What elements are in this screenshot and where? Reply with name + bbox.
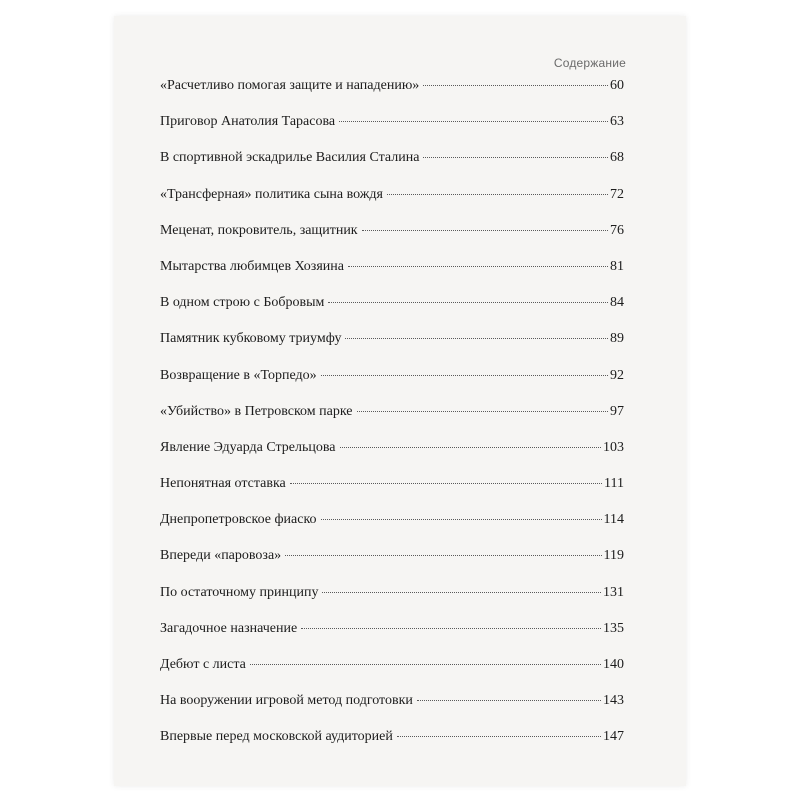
table-of-contents — [160, 78, 624, 766]
dot-leader — [250, 664, 601, 665]
toc-entry-page: 97 — [610, 403, 624, 419]
toc-entry — [160, 187, 624, 223]
toc-entry-page: 84 — [610, 295, 624, 311]
toc-entry-page: 89 — [610, 331, 624, 347]
toc-entry-title: «Трансферная» политика сына вождя — [160, 186, 383, 202]
dot-leader — [345, 338, 608, 339]
dot-leader — [417, 700, 601, 701]
toc-entry — [160, 150, 624, 186]
toc-entry-page: 63 — [610, 114, 624, 130]
toc-entry-page: 72 — [610, 186, 624, 202]
toc-entry-page: 60 — [610, 78, 624, 93]
toc-entry-page: 92 — [610, 367, 624, 383]
running-head: Содержание — [553, 56, 626, 70]
toc-entry-page: 81 — [610, 258, 624, 274]
toc-entry — [160, 440, 624, 476]
toc-entry-title: «Убийство» в Петровском парке — [160, 403, 353, 419]
dot-leader — [301, 628, 601, 629]
toc-entry-page: 111 — [604, 476, 624, 492]
toc-entry-title: По остаточному принципу — [160, 584, 319, 600]
toc-entry-page: 76 — [610, 222, 624, 238]
toc-entry-title: В одном строю с Бобровым — [160, 295, 325, 311]
toc-entry — [160, 585, 624, 621]
book-page — [114, 16, 686, 786]
toc-entry-title: Дебют с листа — [160, 657, 246, 672]
toc-entry — [160, 404, 624, 440]
toc-entry-title: Приговор Анатолия Тарасова — [160, 114, 336, 130]
toc-entry-title: Явление Эдуарда Стрельцова — [160, 439, 336, 455]
toc-entry — [160, 729, 624, 765]
dot-leader — [362, 230, 608, 231]
dot-leader — [423, 85, 608, 86]
toc-entry — [160, 223, 624, 259]
toc-entry-page: 147 — [603, 729, 624, 745]
toc-entry — [160, 657, 624, 693]
toc-entry-title: Мытарства любимцев Хозяина — [160, 258, 344, 274]
toc-entry-page: 114 — [603, 512, 624, 528]
toc-entry — [160, 368, 624, 404]
toc-entry-page: 143 — [603, 693, 624, 709]
toc-entry-title: Памятник кубковому триумфу — [160, 331, 342, 347]
toc-entry — [160, 331, 624, 367]
toc-entry — [160, 259, 624, 295]
toc-entry-title: Непонятная отставка — [160, 476, 286, 492]
toc-entry-page: 140 — [603, 657, 624, 672]
dot-leader — [328, 302, 608, 303]
toc-entry-title: Днепропетровское фиаско — [160, 512, 317, 528]
dot-leader — [397, 736, 601, 737]
toc-entry-title: Меценат, покровитель, защитник — [160, 222, 358, 238]
dot-leader — [290, 483, 602, 484]
dot-leader — [348, 266, 608, 267]
dot-leader — [387, 194, 608, 195]
toc-entry — [160, 114, 624, 150]
toc-entry-title: Возвращение в «Торпедо» — [160, 367, 317, 383]
toc-entry — [160, 548, 624, 584]
toc-entry — [160, 512, 624, 548]
toc-entry — [160, 476, 624, 512]
toc-entry-title: На вооружении игровой метод подготовки — [160, 693, 413, 709]
toc-entry — [160, 78, 624, 114]
toc-entry — [160, 621, 624, 657]
toc-entry-title: «Расчетливо помогая защите и нападению» — [160, 78, 420, 93]
dot-leader — [339, 121, 608, 122]
toc-entry-title: В спортивной эскадрилье Василия Сталина — [160, 150, 420, 166]
toc-entry-page: 68 — [610, 150, 624, 166]
toc-entry — [160, 693, 624, 729]
dot-leader — [357, 411, 608, 412]
dot-leader — [322, 592, 601, 593]
toc-entry-title: Загадочное назначение — [160, 620, 298, 636]
toc-entry-page: 131 — [603, 584, 624, 600]
toc-entry-page: 135 — [603, 620, 624, 636]
toc-entry-page: 103 — [603, 439, 624, 455]
toc-entry-page: 119 — [603, 548, 624, 564]
dot-leader — [321, 375, 608, 376]
dot-leader — [423, 157, 608, 158]
toc-entry-title: Впереди «паровоза» — [160, 548, 282, 564]
dot-leader — [321, 519, 602, 520]
dot-leader — [285, 555, 601, 556]
dot-leader — [340, 447, 601, 448]
toc-entry-title: Впервые перед московской аудиторией — [160, 729, 393, 745]
toc-entry — [160, 295, 624, 331]
